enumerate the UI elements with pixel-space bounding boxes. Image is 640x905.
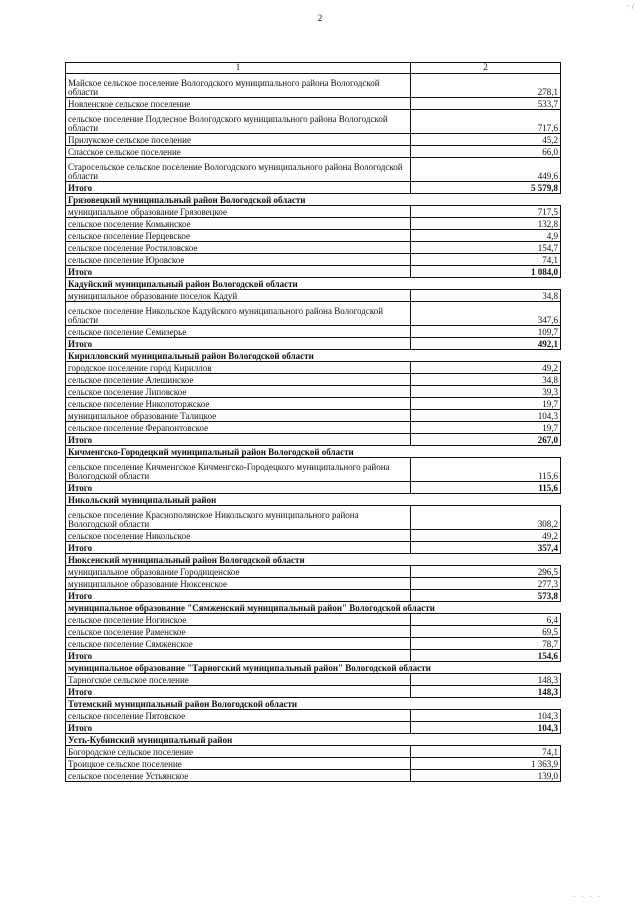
row-value: 277,3 (411, 578, 561, 590)
row-label: муниципальное образование Грязовецкое (66, 206, 411, 218)
table-row (66, 578, 561, 590)
table-row (66, 206, 561, 218)
total-label: Итого (66, 722, 411, 734)
row-label: Спасское сельское поселение (66, 146, 411, 158)
row-label: городское поселение город Кириллов (66, 362, 411, 374)
table-row (66, 362, 561, 374)
total-value: 357,4 (411, 542, 561, 554)
row-value: 347,6 (411, 302, 561, 326)
total-value: 154,6 (411, 650, 561, 662)
total-value: 104,3 (411, 722, 561, 734)
section-title: муниципальное образование "Тарногский муниципальный район" Вологодской области (66, 662, 561, 674)
total-value: 267,0 (411, 434, 561, 446)
row-value: 66,0 (411, 146, 561, 158)
table-row (66, 326, 561, 338)
table-row (66, 398, 561, 410)
row-value: 6,4 (411, 614, 561, 626)
row-value: 74,1 (411, 746, 561, 758)
section-row (66, 494, 561, 506)
total-label: Итого (66, 650, 411, 662)
section-row (66, 662, 561, 674)
row-label: муниципальное образование поселок Кадуй (66, 290, 411, 302)
corner-mark: · / (627, 2, 634, 11)
section-row (66, 446, 561, 458)
row-value: 109,7 (411, 326, 561, 338)
row-value: 74,1 (411, 254, 561, 266)
row-label: сельское поселение Ногинское (66, 614, 411, 626)
section-title: Кирилловский муниципальный район Вологодской области (66, 350, 561, 362)
total-row (66, 338, 561, 350)
row-label: сельское поселение Ферапонтовское (66, 422, 411, 434)
row-label: муниципальное образование Городищенское (66, 566, 411, 578)
total-label: Итого (66, 338, 411, 350)
row-value: 717,5 (411, 206, 561, 218)
table-row (66, 770, 561, 782)
row-value: 148,3 (411, 674, 561, 686)
row-value: 69,5 (411, 626, 561, 638)
total-value: 573,8 (411, 590, 561, 602)
table-row (66, 506, 561, 530)
row-label: Тарногское сельское поселение (66, 674, 411, 686)
header-col-2: 2 (411, 63, 561, 74)
row-label: сельское поселение Алешинское (66, 374, 411, 386)
total-value: 492,1 (411, 338, 561, 350)
row-label: сельское поселение Кичменгское Кичменгско-Городецкого муниципального района Вологодской области (66, 458, 411, 482)
section-row (66, 278, 561, 290)
row-label: Старосельское сельское поселение Вологодского муниципального района Вологодской области (66, 158, 411, 182)
row-value: 104,3 (411, 410, 561, 422)
table-row (66, 566, 561, 578)
row-label: Майское сельское поселение Вологодского муниципального района Вологодской области (66, 74, 411, 98)
total-row (66, 686, 561, 698)
row-value: 717,6 (411, 110, 561, 134)
table-row (66, 638, 561, 650)
total-label: Итого (66, 686, 411, 698)
table-body (66, 74, 561, 782)
table-row (66, 374, 561, 386)
row-label: Троицкое сельское поселение (66, 758, 411, 770)
section-title: Кадуйский муниципальный район Вологодской области (66, 278, 561, 290)
table-row (66, 302, 561, 326)
section-row (66, 734, 561, 746)
row-label: сельское поселение Юровское (66, 254, 411, 266)
row-label: Богородское сельское поселение (66, 746, 411, 758)
row-value: 78,7 (411, 638, 561, 650)
bottom-mark: · · · · (573, 893, 602, 901)
table-row (66, 410, 561, 422)
row-value: 154,7 (411, 242, 561, 254)
header-row (66, 63, 561, 74)
row-value: 132,8 (411, 218, 561, 230)
row-label: сельское поселение Никольское Кадуйского муниципального района Вологодской области (66, 302, 411, 326)
table-row (66, 158, 561, 182)
total-value: 115,6 (411, 482, 561, 494)
row-label: сельское поселение Комьянское (66, 218, 411, 230)
row-value: 139,0 (411, 770, 561, 782)
row-label: сельское поселение Липовское (66, 386, 411, 398)
row-label: Прилукское сельское поселение (66, 134, 411, 146)
row-value: 19,7 (411, 422, 561, 434)
section-title: Никольский муниципальный район (66, 494, 561, 506)
row-label: муниципальное образование Талицкое (66, 410, 411, 422)
total-row (66, 590, 561, 602)
table-row (66, 134, 561, 146)
section-row (66, 698, 561, 710)
row-value: 115,6 (411, 458, 561, 482)
table-row (66, 674, 561, 686)
row-value: 104,3 (411, 710, 561, 722)
row-value: 34,8 (411, 290, 561, 302)
row-label: сельское поселение Краснополянское Никольского муниципального района Вологодской области (66, 506, 411, 530)
page-number: 2 (317, 13, 323, 23)
row-value: 19,7 (411, 398, 561, 410)
row-label: Новленское сельское поселение (66, 98, 411, 110)
table-row (66, 290, 561, 302)
budget-table (65, 62, 561, 782)
table-row (66, 386, 561, 398)
total-row (66, 266, 561, 278)
table-row (66, 74, 561, 98)
row-label: сельское поселение Семизерье (66, 326, 411, 338)
total-label: Итого (66, 266, 411, 278)
row-value: 278,1 (411, 74, 561, 98)
table-row (66, 626, 561, 638)
table-row (66, 746, 561, 758)
row-value: 533,7 (411, 98, 561, 110)
total-row (66, 542, 561, 554)
total-value: 1 084,0 (411, 266, 561, 278)
row-label: сельское поселение Сямженское (66, 638, 411, 650)
row-value: 45,2 (411, 134, 561, 146)
total-row (66, 650, 561, 662)
total-label: Итого (66, 542, 411, 554)
total-label: Итого (66, 434, 411, 446)
row-label: сельское поселение Ростиловское (66, 242, 411, 254)
row-value: 296,5 (411, 566, 561, 578)
table-row (66, 242, 561, 254)
table-row (66, 530, 561, 542)
section-title: Тотемский муниципальный район Вологодской области (66, 698, 561, 710)
row-label: сельское поселение Подлесное Вологодского муниципального района Вологодской области (66, 110, 411, 134)
total-label: Итого (66, 590, 411, 602)
section-row (66, 194, 561, 206)
table-row (66, 758, 561, 770)
total-row (66, 482, 561, 494)
row-value: 1 363,9 (411, 758, 561, 770)
row-value: 39,3 (411, 386, 561, 398)
total-label: Итого (66, 182, 411, 194)
section-row (66, 350, 561, 362)
header-col-1: 1 (66, 63, 411, 74)
row-value: 4,9 (411, 230, 561, 242)
section-title: Усть-Кубинский муниципальный район (66, 734, 561, 746)
row-label: сельское поселение Перцевское (66, 230, 411, 242)
row-label: сельское поселение Пятовское (66, 710, 411, 722)
row-value: 34,8 (411, 374, 561, 386)
table-header (66, 63, 561, 74)
section-title: Нюксенский муниципальный район Вологодской области (66, 554, 561, 566)
section-row (66, 602, 561, 614)
row-label: сельское поселение Раменское (66, 626, 411, 638)
table-row (66, 614, 561, 626)
row-value: 449,6 (411, 158, 561, 182)
row-value: 49,2 (411, 530, 561, 542)
table-row (66, 710, 561, 722)
total-value: 148,3 (411, 686, 561, 698)
total-row (66, 722, 561, 734)
table-row (66, 422, 561, 434)
total-value: 5 579,8 (411, 182, 561, 194)
table-row (66, 230, 561, 242)
table-row (66, 254, 561, 266)
total-row (66, 434, 561, 446)
total-row (66, 182, 561, 194)
row-label: сельское поселение Николоторжское (66, 398, 411, 410)
row-label: сельское поселение Никольское (66, 530, 411, 542)
total-label: Итого (66, 482, 411, 494)
section-title: Грязовецкий муниципальный район Вологодской области (66, 194, 561, 206)
table-row (66, 218, 561, 230)
row-value: 308,2 (411, 506, 561, 530)
table-row (66, 458, 561, 482)
section-row (66, 554, 561, 566)
row-label: сельское поселение Устьянское (66, 770, 411, 782)
table-row (66, 146, 561, 158)
row-label: муниципальное образование Нюксенское (66, 578, 411, 590)
row-value: 49,2 (411, 362, 561, 374)
table-row (66, 98, 561, 110)
table-row (66, 110, 561, 134)
section-title: Кичменгско-Городецкий муниципальный район Вологодской области (66, 446, 561, 458)
section-title: муниципальное образование "Сямженский муниципальный район" Вологодской области (66, 602, 561, 614)
